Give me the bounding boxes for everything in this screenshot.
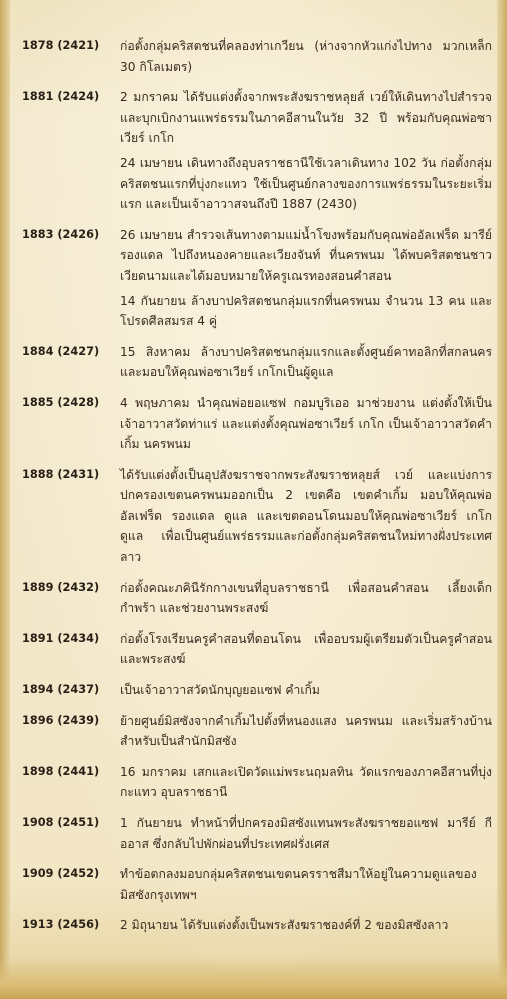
- entry-paragraph: 14 กันยายน ล้างบาปคริสตชนกลุ่มแรกที่นครพนม จำนวน 13 คน และโปรดศีลสมรส 4 คู่: [120, 293, 492, 329]
- paper-bottom-band: [0, 957, 507, 999]
- entry-paragraph: 26 เมษายน สำรวจเส้นทางตามแม่น้ำโขงพร้อมกับคุณพ่ออัลเฟร็ด มารีย์ รองแดล ไปถึงหนองคายและเวียงจันท์ ที่นครพนม ได้พบคริสตชนชาวเวียดนามและได้มอบหมายให้ครูเณรทองสอนคำสอน: [120, 227, 492, 283]
- entry-description: [120, 465, 492, 572]
- timeline-entry: [22, 393, 492, 459]
- entry-description: [120, 680, 492, 705]
- timeline-entry: [22, 87, 492, 219]
- timeline-list: [22, 36, 492, 946]
- entry-description: [120, 915, 492, 940]
- paper-left-edge: [0, 0, 10, 999]
- entry-paragraph: ก่อตั้งคณะภคินีรักกางเขนที่อุบลราชธานี เพื่อสอนคำสอน เลี้ยงเด็กกำพร้า และช่วยงานพระสงฆ์: [120, 580, 492, 616]
- timeline-entry: [22, 578, 492, 623]
- entry-year: 1885 (2428): [22, 395, 100, 409]
- entry-year: 1894 (2437): [22, 683, 100, 697]
- entry-description: [120, 762, 492, 807]
- entry-year: 1898 (2441): [22, 764, 100, 778]
- timeline-entry: [22, 915, 492, 940]
- entry-paragraph: 24 เมษายน เดินทางถึงอุบลราชธานีใช้เวลาเดินทาง 102 วัน ก่อตั้งกลุ่มคริสตชนแรกที่บุ่งกะแทว ใช้เป็นศูนย์กลางของการแพร่ธรรมในระยะเริ่มแรก และเป็นเจ้าอาวาสจนถึงปี 1887 (2430): [120, 155, 492, 212]
- entry-description: [120, 629, 492, 674]
- entry-year: 1896 (2439): [22, 713, 100, 727]
- entry-description: [120, 342, 492, 387]
- entry-paragraph: ย้ายศูนย์มิสซังจากคำเกิ้มไปตั้งที่หนองแสง นครพนม และเริ่มสร้างบ้านสำหรับเป็นสำนักมิสซัง: [120, 713, 492, 749]
- timeline-entry: [22, 762, 492, 807]
- timeline-entry: [22, 36, 492, 81]
- timeline-entry: [22, 680, 492, 705]
- entry-description: [120, 578, 492, 623]
- entry-year: 1889 (2432): [22, 580, 100, 594]
- timeline-entry: [22, 864, 492, 909]
- entry-year: 1909 (2452): [22, 867, 100, 881]
- entry-description: [120, 36, 492, 81]
- paper-right-edge: [497, 0, 507, 999]
- entry-description: [120, 711, 492, 756]
- entry-paragraph: ทำข้อตกลงมอบกลุ่มคริสตชนเขตนครราชสีมาให้อยู่ในความดูแลของมิสซังกรุงเทพฯ: [120, 867, 477, 902]
- timeline-entry: [22, 342, 492, 387]
- entry-paragraph: 2 มิถุนายน ได้รับแต่งตั้งเป็นพระสังฆราชองค์ที่ 2 ของมิสซังลาว: [120, 918, 449, 933]
- entry-paragraph: ก่อตั้งกลุ่มคริสตชนที่คลองท่าเกวียน (ห่างจากหัวแก่งไปทาง มวกเหล็ก 30 กิโลเมตร): [120, 39, 492, 74]
- entry-year: 1891 (2434): [22, 631, 100, 645]
- entry-year: 1883 (2426): [22, 227, 100, 241]
- entry-year: 1888 (2431): [22, 467, 100, 481]
- entry-year: 1908 (2451): [22, 816, 100, 829]
- entry-paragraph: 2 มกราคม ได้รับแต่งตั้งจากพระสังฆราชหลุยส์ เวย์ให้เดินทางไปสำรวจและบุกเบิกงานแพร่ธรรมในภาคอีสานในวัย 32 ปี พร้อมกับคุณพ่อซาเวียร์ เกโก: [120, 90, 492, 146]
- entry-description: [120, 87, 492, 219]
- entry-description: [120, 813, 492, 858]
- timeline-entry: [22, 711, 492, 756]
- entry-year: 1881 (2424): [22, 90, 100, 104]
- entry-description: [120, 864, 492, 909]
- timeline-entry: [22, 629, 492, 674]
- entry-paragraph: 1 กันยายน ทำหน้าที่ปกครองมิสซังแทนพระสังฆราชยอแซฟ มารีย์ กีออาส ซึ่งกลับไปพักผ่อนที่ประเทศฝรั่งเศส: [120, 816, 492, 851]
- entry-description: [120, 225, 492, 336]
- entry-paragraph: 16 มกราคม เสกและเปิดวัดแม่พระนฤมลทิน วัดแรกของภาคอีสานที่บุ่งกะแทว อุบลราชธานี: [120, 764, 492, 800]
- entry-paragraph: 4 พฤษภาคม นำคุณพ่อยอแซฟ กอมบูริเออ มาช่วยงาน แต่งตั้งให้เป็นเจ้าอาวาสวัดท่าแร่ และแต่งตั้งคุณพ่อซาเวียร์ เกโก เป็นเจ้าอาวาสวัดคำเกิ้ม นครพนม: [120, 395, 492, 452]
- timeline-entry: [22, 813, 492, 858]
- entry-paragraph: 15 สิงหาคม ล้างบาปคริสตชนกลุ่มแรกและตั้งศูนย์คาทอลิกที่สกลนคร และมอบให้คุณพ่อซาเวียร์ เกโกเป็นผู้ดูแล: [120, 344, 492, 380]
- entry-year: 1878 (2421): [22, 39, 100, 52]
- entry-paragraph: ก่อตั้งโรงเรียนครูคำสอนที่ดอนโดน เพื่ออบรมผู้เตรียมตัวเป็นครูคำสอนและพระสงฆ์: [120, 631, 492, 667]
- timeline-entry: [22, 225, 492, 336]
- entry-description: [120, 393, 492, 459]
- entry-paragraph: เป็นเจ้าอาวาสวัดนักบุญยอแซฟ คำเกิ้ม: [120, 683, 320, 698]
- entry-paragraph: ได้รับแต่งตั้งเป็นอุปสังฆราชจากพระสังฆราชหลุยส์ เวย์ และแบ่งการปกครองเขตนครพนมออกเป็น 2 เขตคือ เขตคำเกิ้ม มอบให้คุณพ่ออัลเฟร็ด รองแดล ดูแล และเขตดอนโดนมอบให้คุณพ่อซาเวียร์ เกโก ดูแล เพื่อเป็นศูนย์แพร่ธรรมและก่อตั้งกลุ่มคริสตชนใหม่ทางฝั่งประเทศลาว: [120, 467, 492, 565]
- entry-year: 1913 (2456): [22, 918, 100, 932]
- timeline-entry: [22, 465, 492, 572]
- entry-year: 1884 (2427): [22, 344, 100, 358]
